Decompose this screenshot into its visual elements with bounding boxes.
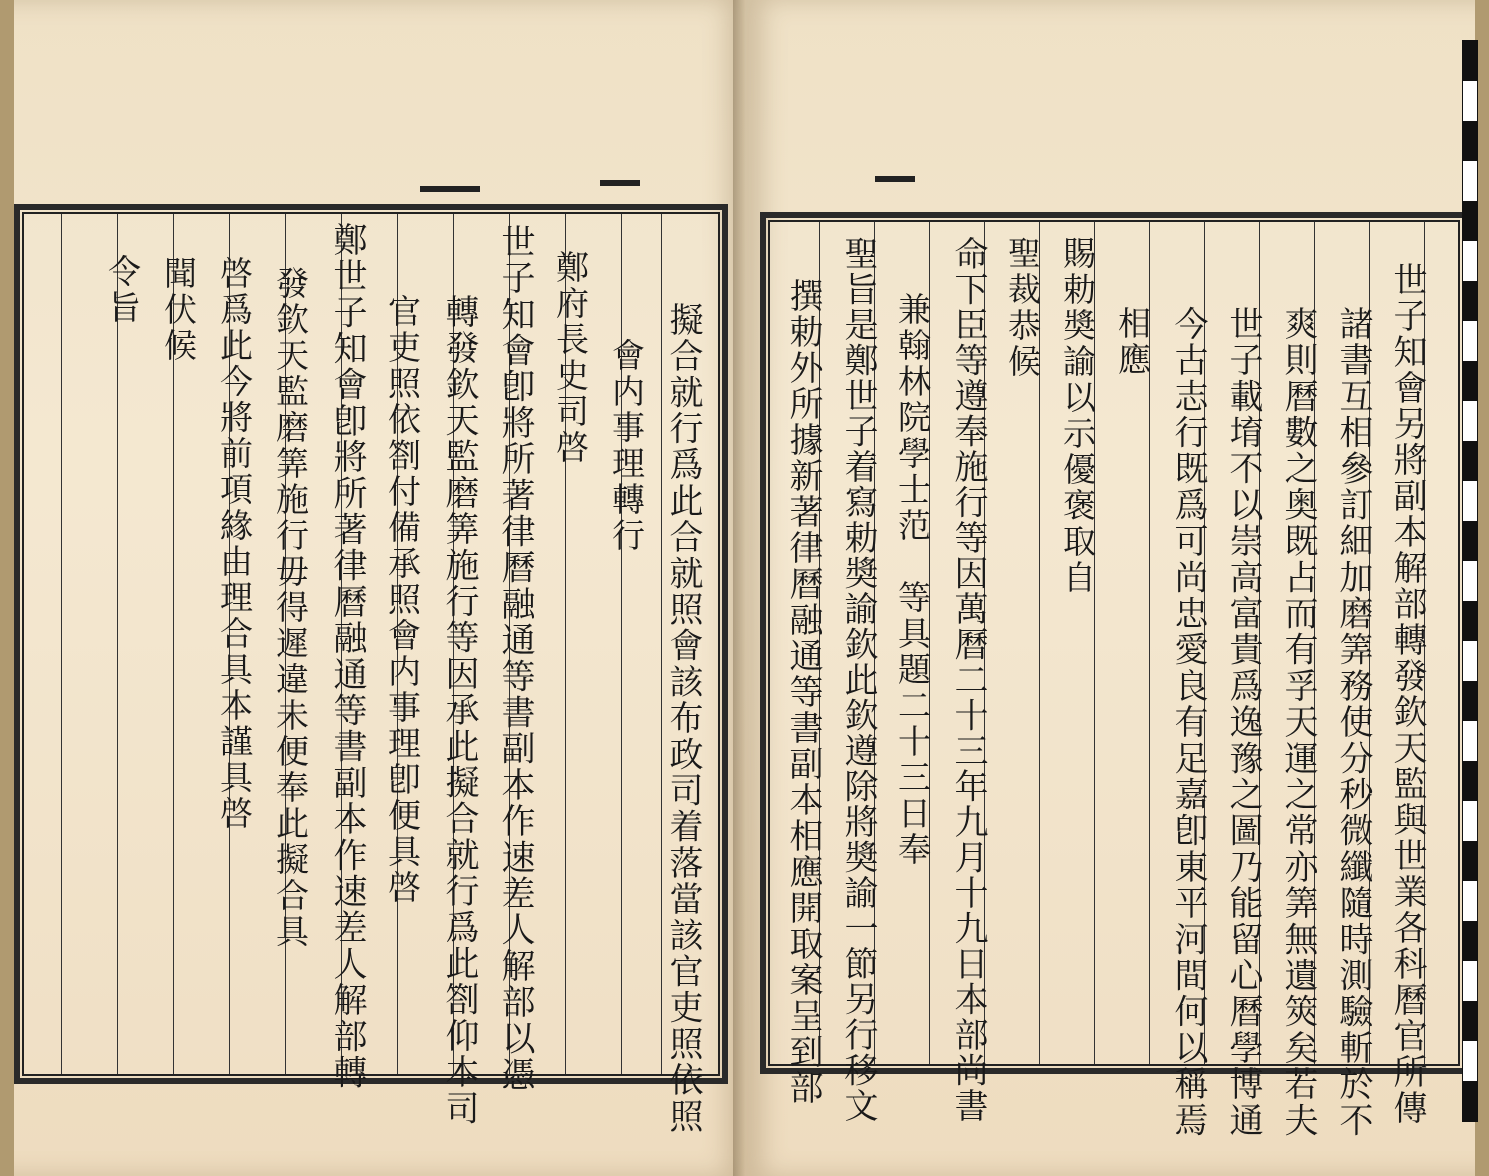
- left-column-11: 令旨: [103, 254, 142, 326]
- right-column-2: 諸書互相參訂細加磨筭務使分秒微纖隨時測驗斬於不: [1333, 306, 1373, 1139]
- right-column-8: 聖裁恭候: [1003, 236, 1042, 380]
- right-column-1: 世子知會另將副本解部轉發欽天監與世業各科曆官所傳: [1387, 262, 1427, 1126]
- right-column-11: 聖旨是鄭世子着寫勅奬諭欽此欽遵除將奬諭一節另行移文: [838, 236, 878, 1124]
- right-column-9: 命下臣等遵奉施行等因萬曆二十三年九月十九日本部尚書: [948, 236, 988, 1124]
- left-column-6: 官吏照依劄付備承照會内事理卽便具啓: [383, 294, 422, 906]
- right-column-5: 今古志行既爲可尚忠愛良有足嘉卽東平河間何以稱焉: [1168, 306, 1208, 1139]
- ink-mark: [600, 180, 640, 186]
- right-page: [745, 0, 1489, 1176]
- ink-mark: [875, 176, 915, 182]
- left-column-3: 鄭府長史司啓: [551, 250, 590, 466]
- left-column-10: 聞伏候: [159, 256, 198, 364]
- color-scale-bar: [1462, 40, 1478, 1122]
- left-column-1: 擬合就行爲此合就照會該布政司着落當該官吏照依照: [663, 302, 703, 1135]
- left-column-5: 轉發欽天監磨筭施行等因承此擬合就行爲此劄仰本司: [439, 294, 479, 1127]
- left-column-2: 會内事理轉行: [607, 338, 646, 554]
- left-column-9: 啓爲此今將前項緣由理合具本謹具啓: [215, 256, 254, 832]
- left-page-frame: [22, 212, 720, 1135]
- right-column-6: 相應: [1113, 306, 1152, 378]
- left-book-edge: [0, 0, 14, 1176]
- left-column-4: 世子知會卽將所著律曆融通等書副本作速差人解部以憑: [495, 224, 535, 1093]
- right-column-12: 撰勅外所據新著律曆融通等書副本相應開取案呈到部: [783, 278, 823, 1106]
- left-column-7: 鄭世子知會卽將所著律曆融通等書副本作速差人解部轉: [327, 222, 367, 1091]
- ink-mark: [420, 186, 480, 192]
- right-column-3: 爽則曆數之奥既占而有孚天運之常亦筭無遺筴矣若夫: [1278, 306, 1318, 1139]
- right-column-7: 賜勅奬諭以示優褒取自: [1058, 236, 1097, 596]
- right-page-frame: [768, 220, 1460, 1139]
- right-column-10: 兼翰林院學士范 等具題二十三日奉: [893, 292, 932, 868]
- right-column-4: 世子載堉不以崇高富貴爲逸豫之圖乃能留心曆學博通: [1223, 306, 1263, 1139]
- left-column-8: 發欽天監磨筭施行毋得遲違未便奉此擬合具: [271, 266, 310, 950]
